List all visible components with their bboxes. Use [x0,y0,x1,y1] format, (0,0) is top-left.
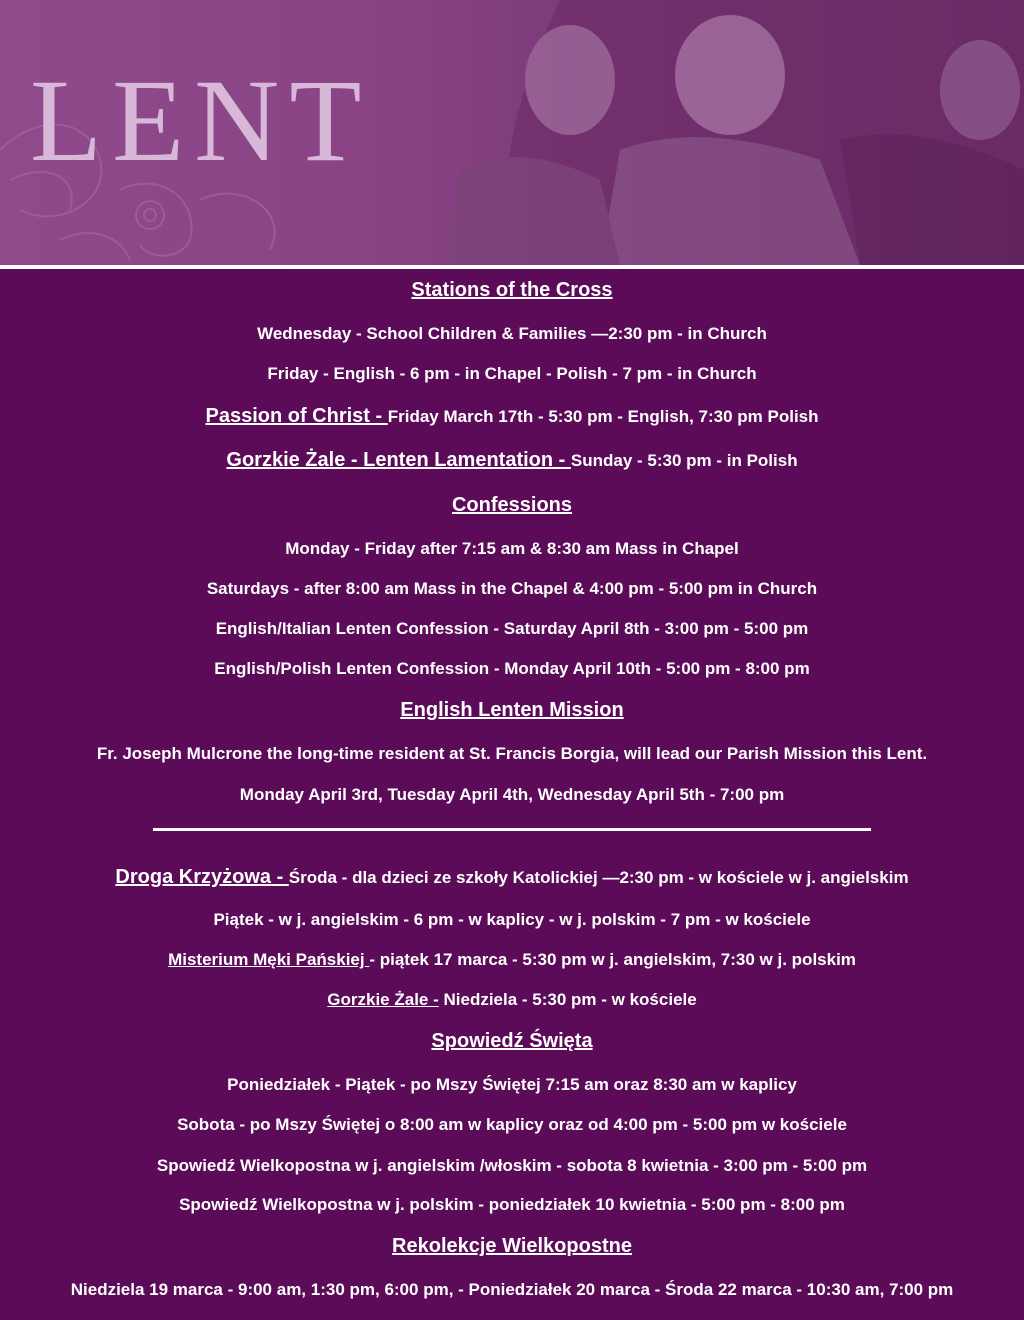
spowiedz-heading: Spowiedź Święta [431,1030,593,1052]
polish-gorzkie-line [0,990,1024,1010]
gorzkie-label: Gorzkie Żale - Lenten Lamentation - [226,449,571,471]
confessions-line-4: English/Polish Lenten Confession - Monday April 10th - 5:00 pm - 8:00 pm [214,659,810,678]
spowiedz-line-2: Sobota - po Mszy Świętej o 8:00 am w kaplicy oraz od 4:00 pm - 5:00 pm w kościele [177,1115,847,1134]
lent-banner [0,0,1024,265]
droga-label: Droga Krzyżowa - [115,866,289,888]
passion-text: Friday March 17th - 5:30 pm - English, 7:30 pm Polish [387,407,819,426]
stations-heading: Stations of the Cross [411,279,613,301]
passion-scene-image [440,0,1024,265]
passion-label: Passion of Christ - [205,405,388,427]
polish-gorzkie-text: Niedziela - 5:30 pm - w kościele [438,990,697,1009]
passion-line [0,405,1024,428]
rekolekcje-heading: Rekolekcje Wielkopostne [392,1235,632,1257]
droga-line-2: Piątek - w j. angielskim - 6 pm - w kaplicy - w j. polskim - 7 pm - w kościele [213,910,811,929]
gorzkie-text: Sunday - 5:30 pm - in Polish [570,451,798,470]
mission-line-2: Monday April 3rd, Tuesday April 4th, Wednesday April 5th - 7:00 pm [239,785,785,804]
lent-title: LENT [30,55,372,186]
stations-line-1: Wednesday - School Children & Families —2:30 pm - in Church [257,324,767,343]
misterium-label: Misterium Męki Pańskiej [168,950,370,969]
confessions-line-2: Saturdays - after 8:00 am Mass in the Chapel & 4:00 pm - 5:00 pm in Church [206,579,818,598]
banner-divider [0,265,1024,269]
spowiedz-line-1: Poniedziałek - Piątek - po Mszy Świętej 7:15 am oraz 8:30 am w kaplicy [227,1075,797,1094]
spowiedz-line-3: Spowiedź Wielkopostna w j. angielskim /włoskim - sobota 8 kwietnia - 3:00 pm - 5:00 pm [156,1156,868,1175]
rekolekcje-line-1: Niedziela 19 marca - 9:00 am, 1:30 pm, 6:00 pm, - Poniedziałek 20 marca - Środa 22 marca - 10:30 am, 7:00 pm [70,1280,954,1299]
misterium-line [0,950,1024,970]
droga-text: Środa - dla dzieci ze szkoły Katolickiej —2:30 pm - w kościele w j. angielskim [288,868,909,887]
confessions-line-3: English/Italian Lenten Confession - Saturday April 8th - 3:00 pm - 5:00 pm [215,619,809,638]
confessions-heading: Confessions [451,494,573,516]
section-divider [153,828,871,831]
polish-gorzkie-label: Gorzkie Żale - [327,990,439,1009]
droga-line [0,866,1024,889]
confessions-line-1: Monday - Friday after 7:15 am & 8:30 am Mass in Chapel [285,539,739,558]
spowiedz-line-4: Spowiedź Wielkopostna w j. polskim - poniedziałek 10 kwietnia - 5:00 pm - 8:00 pm [179,1195,845,1214]
mission-line-1: Fr. Joseph Mulcrone the long-time resident at St. Francis Borgia, will lead our Parish Mission this Lent. [96,744,928,763]
stations-line-2: Friday - English - 6 pm - in Chapel - Polish - 7 pm - in Church [267,364,757,383]
mission-heading: English Lenten Mission [400,699,624,721]
misterium-text: - piątek 17 marca - 5:30 pm w j. angielskim, 7:30 w j. polskim [369,950,856,969]
gorzkie-line [0,449,1024,472]
